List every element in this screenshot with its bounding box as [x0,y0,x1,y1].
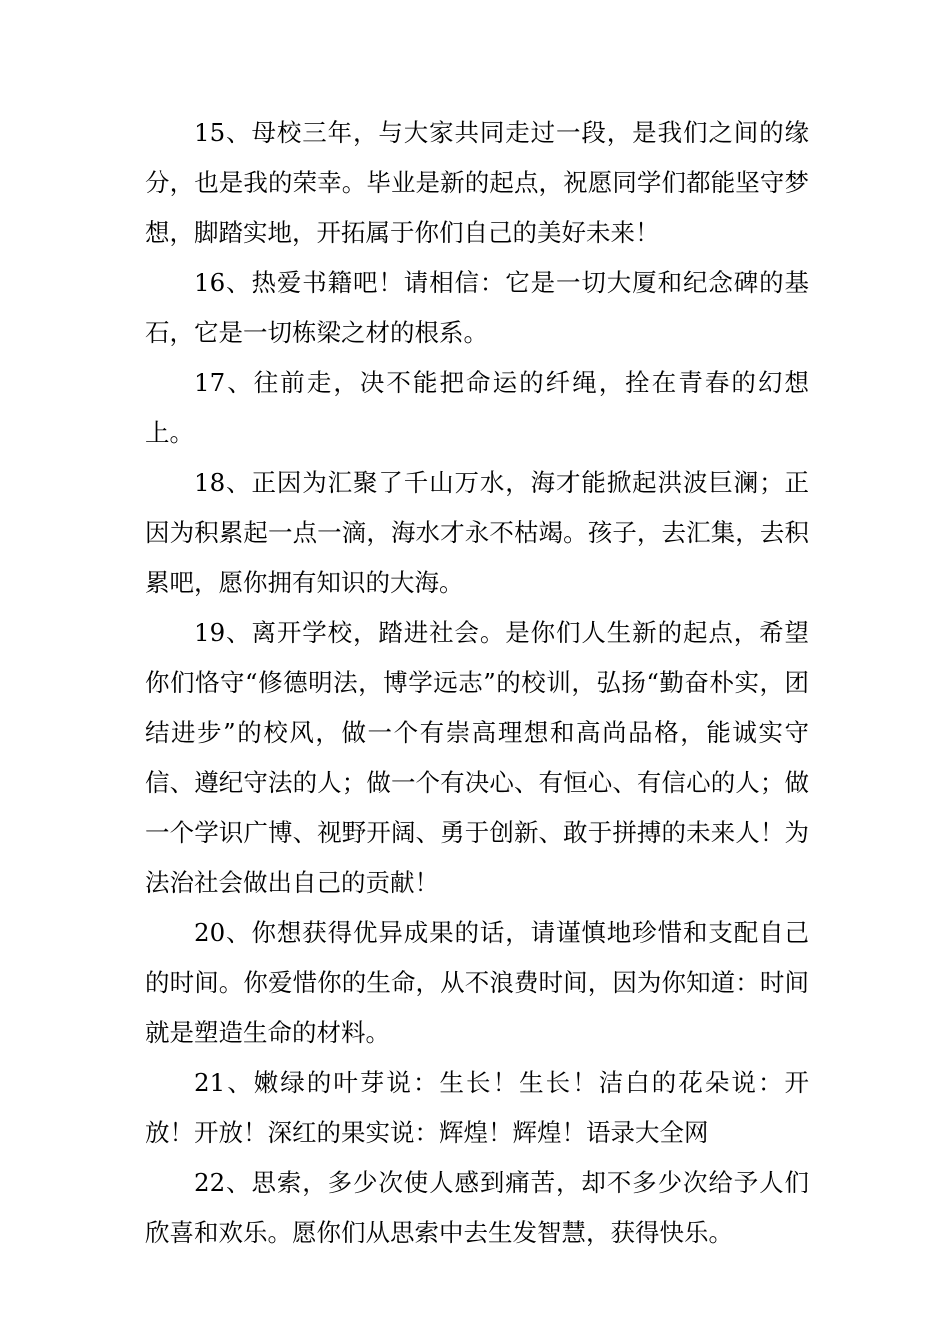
paragraph-16: 16、热爱书籍吧！请相信：它是一切大厦和纪念碑的基石，它是一切栋梁之材的根系。 [145,268,809,347]
paragraph-20: 20、你想获得优异成果的话，请谨慎地珍惜和支配自己的时间。你爱惜你的生命，从不浪费时间，因为你知道：时间就是塑造生命的材料。 [145,918,809,1047]
document-body [145,108,809,1258]
paragraph-17: 17、往前走，决不能把命运的纤绳，拴在青春的幻想上。 [145,368,809,447]
paragraph-18: 18、正因为汇聚了千山万水，海才能掀起洪波巨澜；正因为积累起一点一滴，海水才永不枯竭。孩子，去汇集，去积累吧，愿你拥有知识的大海。 [145,468,809,597]
paragraph-21: 21、嫩绿的叶芽说：生长！生长！洁白的花朵说：开放！开放！深红的果实说：辉煌！辉煌！语录大全网 [145,1068,809,1147]
paragraph-19: 19、离开学校，踏进社会。是你们人生新的起点，希望你们恪守“修德明法，博学远志”的校训，弘扬“勤奋朴实，团结进步”的校风，做一个有崇高理想和高尚品格，能诚实守信、遵纪守法的人；做一个有决心、有恒心、有信心的人；做一个学识广博、视野开阔、勇于创新、敢于拼搏的未来人！为法治社会做出自己的贡献！ [145,618,809,897]
paragraph-22: 22、思索，多少次使人感到痛苦，却不多少次给予人们欣喜和欢乐。愿你们从思索中去生发智慧，获得快乐。 [145,1168,809,1247]
paragraph-15: 15、母校三年，与大家共同走过一段，是我们之间的缘分，也是我的荣幸。毕业是新的起点，祝愿同学们都能坚守梦想，脚踏实地，开拓属于你们自己的美好未来！ [145,118,809,247]
